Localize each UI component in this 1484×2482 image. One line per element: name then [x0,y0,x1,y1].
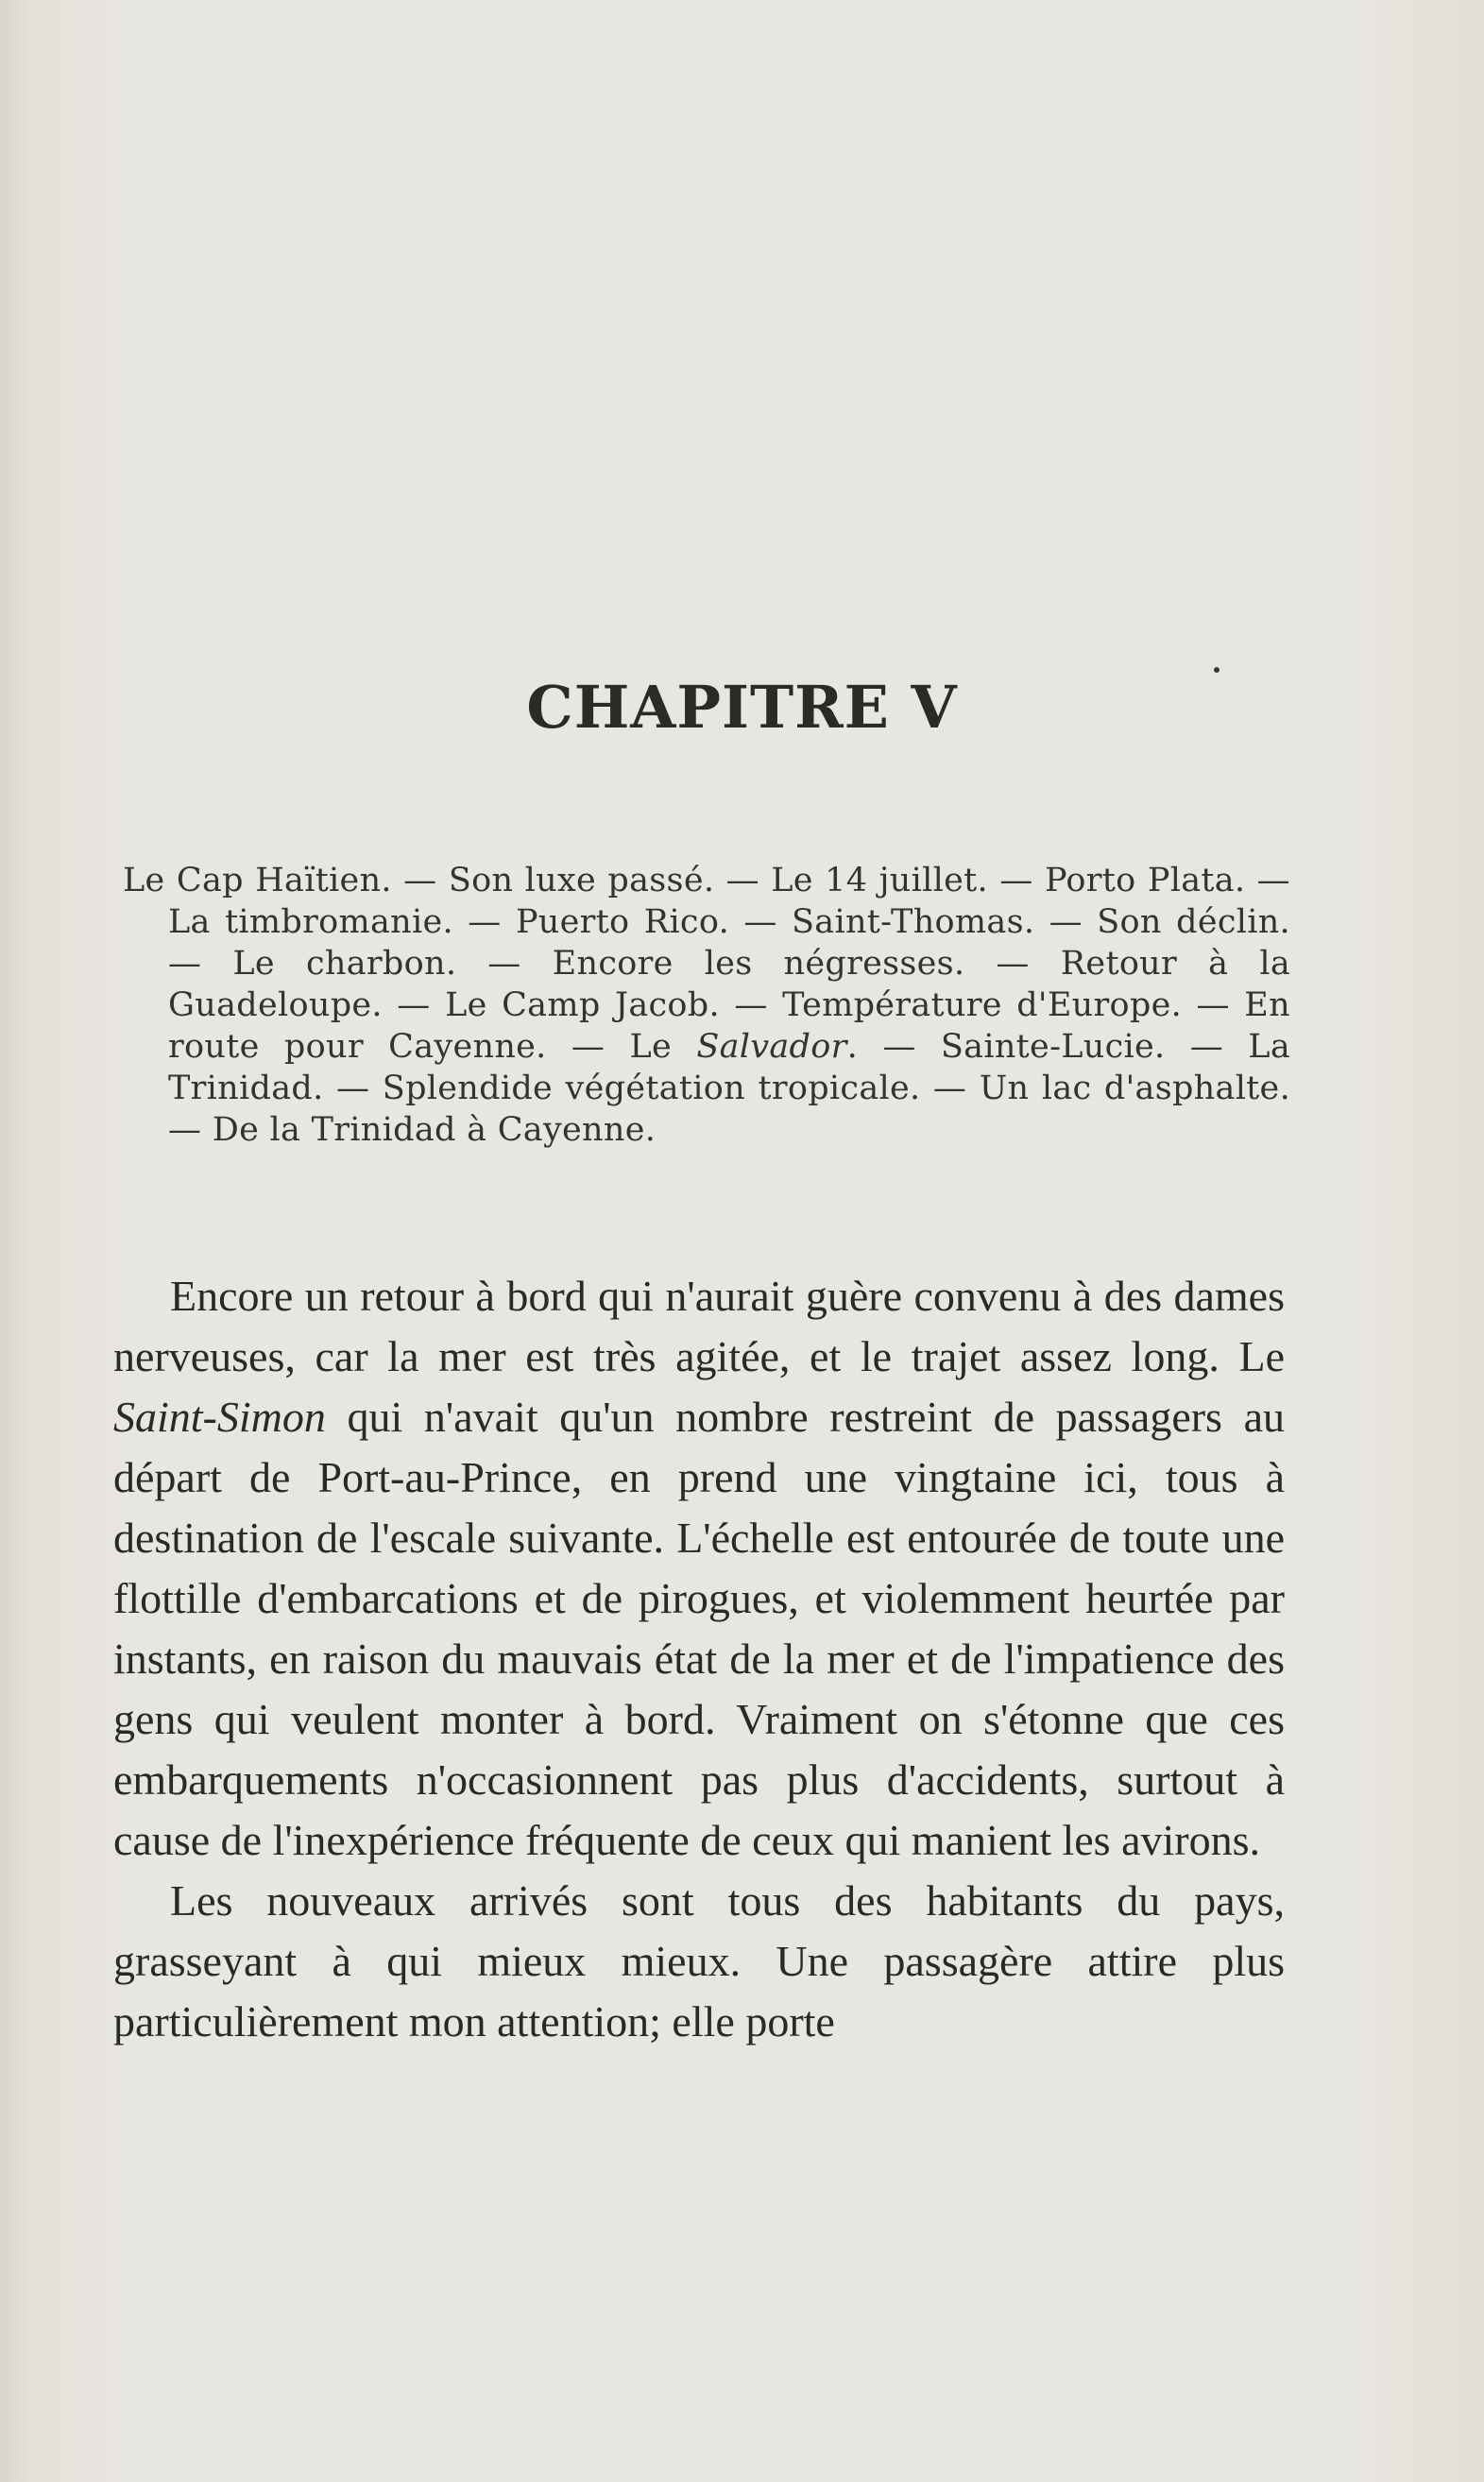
summary-ship-name: Salvador [696,1028,847,1066]
paragraph-1 [113,1266,1285,1871]
summary-text-start: Le Cap Haïtien. — Son luxe passé. — Le 14 juillet. — Porto Plata. — La timbromanie. — Puerto Rico. — Saint-Thomas. — Son déclin. — Le charbon. — Encore les négresses. — Retour à la Guadeloupe. — Le Camp Jacob. — Température d'Europe. — En route pour Cayenne. — Le [123,862,1290,1066]
paragraph-1-end: qui n'avait qu'un nombre restreint de passagers au départ de Port-au-Prince, en prend une vingtaine ici, tous à destination de l'escale suivante. L'échelle est entourée de toute une flottille d'embarcations et de pirogues, et violemment heurtée par instants, en raison du mauvais état de la mer et de l'impatience des gens qui veulent monter à bord. Vraiment on s'étonne que ces embarquements n'occasionnent pas plus d'accidents, surtout à cause de l'inexpérience fréquente de ceux qui manient les avirons. [113,1393,1285,1864]
chapter-title: CHAPITRE V [526,673,958,742]
chapter-body [113,1266,1285,2052]
chapter-summary [123,860,1290,1151]
paragraph-1-start: Encore un retour à bord qui n'aurait guère convenu à des dames nerveuses, car la mer est très agitée, et le trajet assez long. Le [113,1272,1285,1380]
summary-text-end: . — Sainte-Lucie. — La Trinidad. — Splendide végétation tropicale. — Un lac d'asphalte. — De la Trinidad à Cayenne. [168,1028,1290,1149]
paragraph-1-ship-name: Saint-Simon [113,1393,326,1441]
paragraph-2: Les nouveaux arrivés sont tous des habitants du pays, grasseyant à qui mieux mieux. Une passagère attire plus particulièrement mon attention; elle porte [113,1876,1285,2046]
